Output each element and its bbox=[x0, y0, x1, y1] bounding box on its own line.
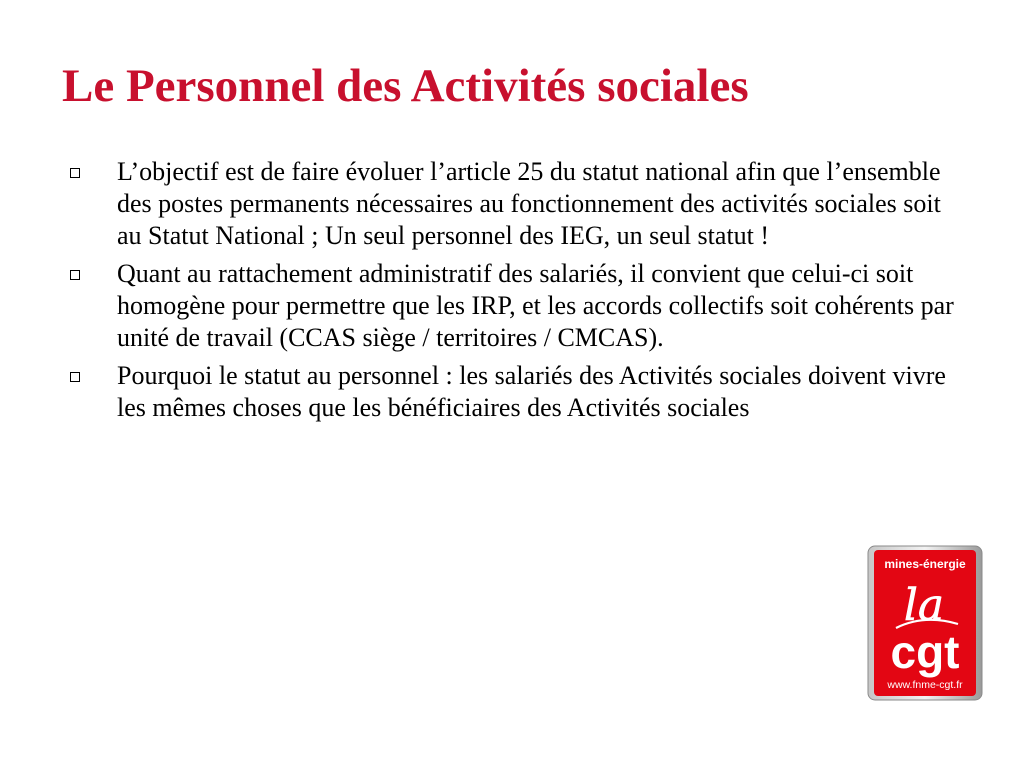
hollow-square-bullet-icon bbox=[70, 168, 80, 178]
logo-top-text: mines-énergie bbox=[884, 557, 966, 571]
bullet-item bbox=[70, 258, 970, 354]
logo-script-text: la bbox=[903, 580, 945, 631]
bullet-item bbox=[70, 360, 970, 424]
bullet-item bbox=[70, 156, 970, 252]
bullet-list bbox=[70, 156, 970, 430]
cgt-mines-energie-logo bbox=[866, 544, 984, 702]
hollow-square-bullet-icon bbox=[70, 372, 80, 382]
bullet-text: Pourquoi le statut au personnel : les salariés des Activités sociales doivent vivre les mêmes choses que les bénéficiaires des Activités sociales bbox=[117, 361, 946, 422]
logo-url-text: www.fnme-cgt.fr bbox=[887, 679, 963, 691]
hollow-square-bullet-icon bbox=[70, 270, 80, 280]
bullet-text: L’objectif est de faire évoluer l’article 25 du statut national afin que l’ensemble des postes permanents nécessaires au fonctionnement des activités sociales soit au Statut National ; Un seul personnel des IEG, un seul statut ! bbox=[117, 157, 941, 250]
slide-title: Le Personnel des Activités sociales bbox=[62, 60, 749, 112]
bullet-text: Quant au rattachement administratif des salariés, il convient que celui-ci soit homogène pour permettre que les IRP, et les accords collectifs soit cohérents par unité de travail (CCAS siège / territoires / CMCAS). bbox=[117, 259, 954, 352]
logo-main-text: cgt bbox=[890, 626, 960, 678]
